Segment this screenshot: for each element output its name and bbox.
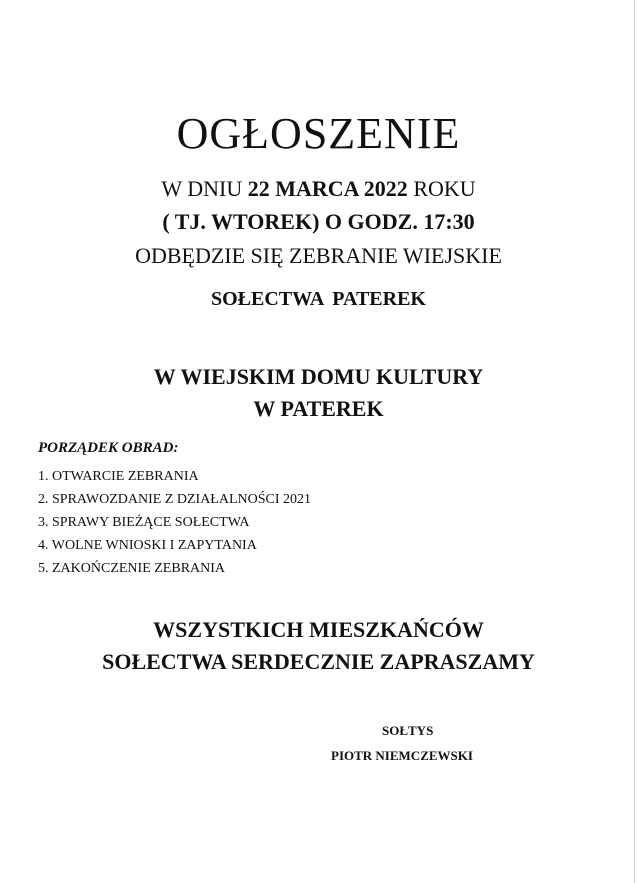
village-line: SOŁECTWA PATEREK	[211, 288, 426, 310]
date-line	[0, 178, 637, 200]
meeting-line: ODBĘDZIE SIĘ ZEBRANIE WIEJSKIE	[135, 243, 502, 268]
signature-name: PIOTR NIEMCZEWSKI	[331, 748, 473, 763]
announcement-title: OGŁOSZENIE	[176, 109, 461, 158]
agenda-list	[38, 469, 311, 584]
agenda-title: PORZĄDEK OBRAD:	[38, 440, 179, 456]
time-line: ( TJ. WTOREK) O GODZ. 17:30	[162, 209, 475, 234]
date-prefix: W DNIU	[161, 176, 248, 201]
place-line-2: W PATEREK	[253, 396, 384, 421]
agenda-item-3: 3. SPRAWY BIEŻĄCE SOŁECTWA	[38, 515, 250, 530]
date-bold: 22 MARCA 2022	[247, 176, 408, 201]
agenda-item-4: 4. WOLNE WNIOSKI I ZAPYTANIA	[38, 538, 257, 553]
place-line-1: W WIEJSKIM DOMU KULTURY	[153, 364, 484, 389]
agenda-item-1: 1. OTWARCIE ZEBRANIA	[38, 469, 199, 484]
closing-line-2: SOŁECTWA SERDECZNIE ZAPRASZAMY	[102, 649, 535, 674]
agenda-item-2: 2. SPRAWOZDANIE Z DZIAŁALNOŚCI 2021	[38, 492, 312, 507]
agenda-item-5: 5. ZAKOŃCZENIE ZEBRANIA	[38, 561, 226, 576]
signature-role: SOŁTYS	[382, 723, 434, 738]
date-suffix: ROKU	[407, 176, 476, 201]
closing-line-1: WSZYSTKICH MIESZKAŃCÓW	[153, 617, 484, 642]
